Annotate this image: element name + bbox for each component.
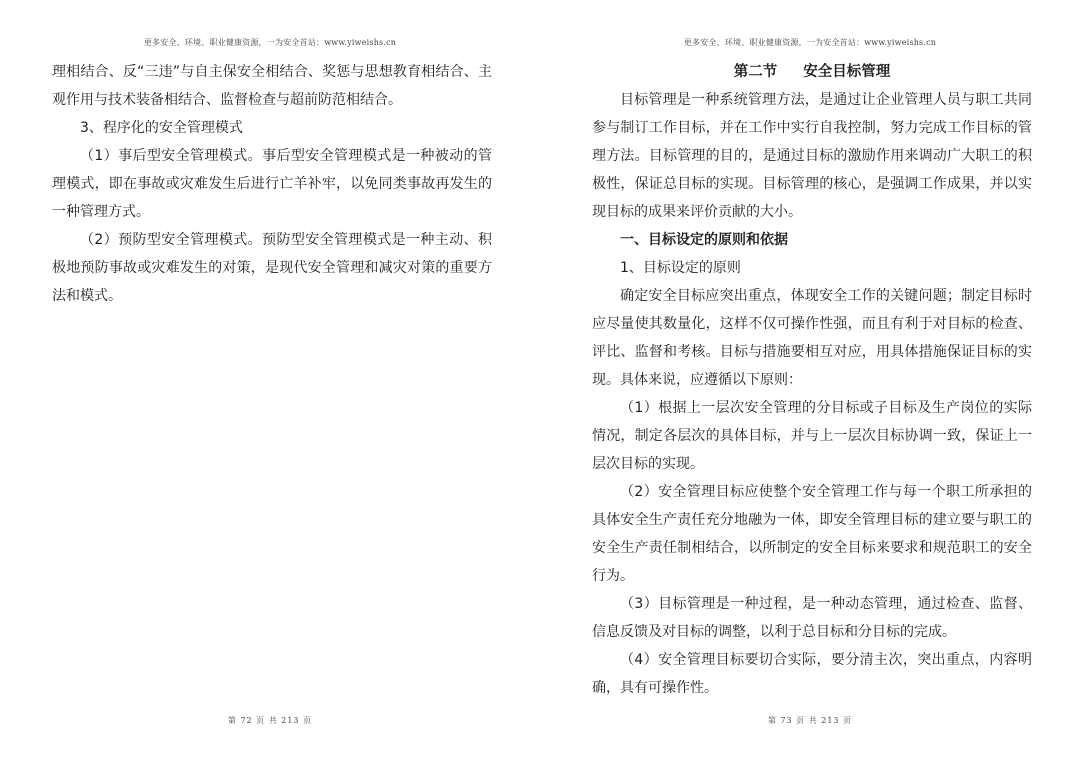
list-item: （4）安全管理目标要切合实际，要分清主次，突出重点，内容明确，具有可操作性。 <box>592 652 1032 696</box>
list-item: （1）根据上一层次安全管理的分目标或子目标及生产岗位的实际情况，制定各层次的具体目标，并与上一层次目标协调一致，保证上一层次目标的实现。 <box>592 400 1032 472</box>
section-title <box>592 58 1032 86</box>
page-header: 更多安全、环境、职业健康资源，一为安全首站：www.yiweishs.cn <box>143 38 397 47</box>
right-page-body <box>592 58 1032 702</box>
paragraph: （1）事后型安全管理模式。事后型安全管理模式是一种被动的管理模式，即在事故或灾难发生后进行亡羊补牢，以免同类事故再发生的一种管理方式。 <box>52 148 492 220</box>
page-footer: 第 72 页 共 213 页 <box>227 716 313 725</box>
paragraph: （2）预防型安全管理模式。预防型安全管理模式是一种主动、积极地预防事故或灾难发生的对策，是现代安全管理和减灾对策的重要方法和模式。 <box>52 232 492 304</box>
section-number: 第二节 <box>733 64 778 80</box>
list-item: （2）安全管理目标应使整个安全管理工作与每一个职工所承担的具体安全生产责任充分地融为一体，即安全管理目标的建立要与职工的安全生产责任制相结合，以所制定的安全目标来要求和规范职工的安全行为。 <box>592 484 1032 584</box>
heading: 一、目标设定的原则和依据 <box>620 232 788 248</box>
left-page-body <box>52 58 492 310</box>
paragraph: 理相结合、反“三违”与自主保安全相结合、奖惩与思想教育相结合、主观作用与技术装备相结合、监督检查与超前防范相结合。 <box>52 64 492 108</box>
paragraph: 确定安全目标应突出重点，体现安全工作的关键问题；制定目标时应尽量使其数量化，这样不仅可操作性强，而且有利于对目标的检查、评比、监督和考核。目标与措施要相互对应，用具体措施保证目标的实现。具体来说，应遵循以下原则： <box>592 288 1032 388</box>
section-title-text: 安全目标管理 <box>803 64 891 80</box>
paragraph: 目标管理是一种系统管理方法，是通过让企业管理人员与职工共同参与制订工作目标，并在工作中实行自我控制，努力完成工作目标的管理方法。目标管理的目的，是通过目标的激励作用来调动广大职工的积极性，保证总目标的实现。目标管理的核心，是强调工作成果，并以实现目标的成果来评价贡献的大小。 <box>592 92 1032 220</box>
subheading: 1、目标设定的原则 <box>620 260 741 276</box>
page-header: 更多安全、环境、职业健康资源，一为安全首站：www.yiweishs.cn <box>683 38 937 47</box>
list-item: （3）目标管理是一种过程，是一种动态管理，通过检查、监督、信息反馈及对目标的调整，以利于总目标和分目标的完成。 <box>592 596 1032 640</box>
subheading: 3、程序化的安全管理模式 <box>80 120 243 136</box>
page-footer: 第 73 页 共 213 页 <box>767 716 853 725</box>
right-page <box>540 0 1080 763</box>
